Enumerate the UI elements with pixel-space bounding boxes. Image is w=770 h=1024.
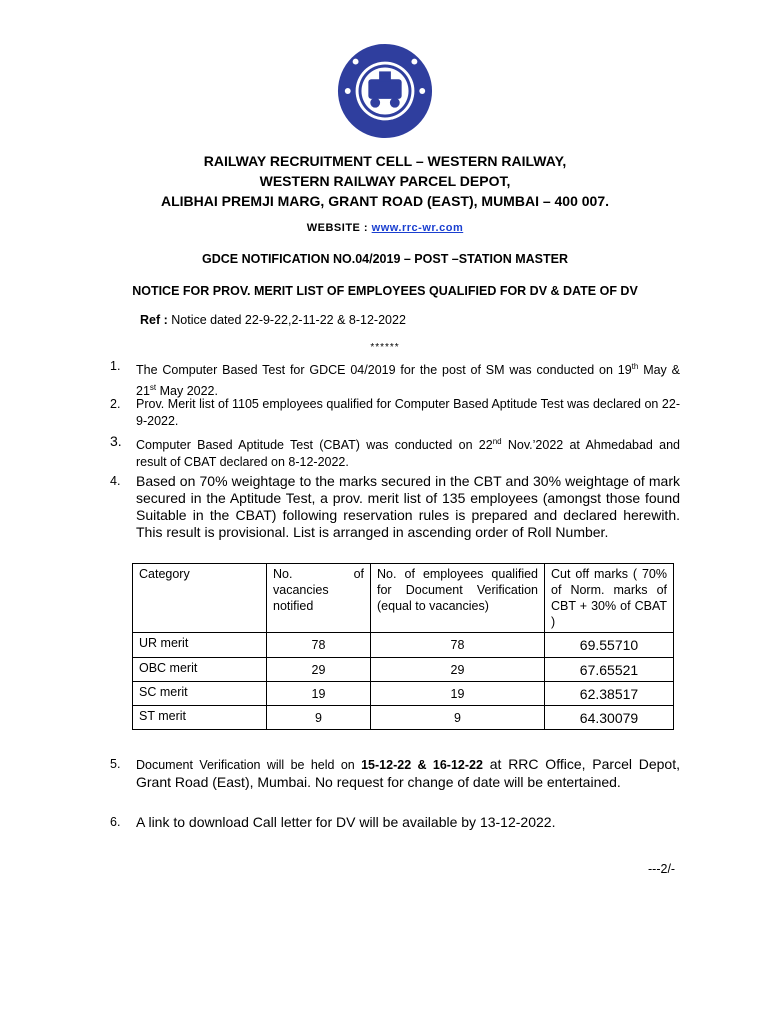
reference-line [140,313,406,327]
cutoff-cell: 62.38517 [545,682,674,706]
category-cell: OBC merit [133,658,267,682]
website-label: WEBSITE : [306,222,372,234]
item-number: 6. [110,815,121,829]
cutoff-cell: 67.65521 [545,658,674,682]
header-cell-qualified: No. of employees qualified for Document Verification (equal to vacancies) [371,564,545,633]
table-row [133,633,674,658]
notification-title: GDCE NOTIFICATION NO.04/2019 – POST –STATION MASTER [201,252,569,266]
table-row [133,706,674,730]
header-line-2: WESTERN RAILWAY PARCEL DEPOT, [259,173,511,189]
header-cell-vacancies: No. of vacancies notified [267,564,371,633]
qualified-cell: 29 [371,658,545,682]
qualified-cell: 19 [371,682,545,706]
header-line-3: ALIBHAI PREMJI MARG, GRANT ROAD (EAST), MUMBAI – 400 007. [160,193,610,209]
page-continuation: ---2/- [648,862,676,876]
merit-table [132,563,674,730]
notice-title: NOTICE FOR PROV. MERIT LIST OF EMPLOYEES QUALIFIED FOR DV & DATE OF DV [132,284,638,298]
header-cell-cutoff: Cut off marks ( 70% of Norm. marks of CBT + 30% of CBAT ) [545,564,674,633]
item-number: 2. [110,397,121,411]
category-cell: UR merit [133,633,267,658]
separator: ****** [370,342,400,353]
item-text: Document Verification will be held on 15-12-22 & 16-12-22 at RRC Office, Parcel Depot, Grant Road (East), Mumbai. No request for change of date will be entertained. [136,756,681,790]
item-text: Prov. Merit list of 1105 employees qualified for Computer Based Aptitude Test was declared on 22-9-2022. [136,397,680,428]
table-row [133,658,674,682]
item-number: 3. [110,433,122,449]
item-number: 1. [110,359,121,373]
category-cell: ST merit [133,706,267,730]
qualified-cell: 78 [371,633,545,658]
table-row [133,682,674,706]
ref-label: Ref : [140,313,168,327]
item-text: The Computer Based Test for GDCE 04/2019 for the post of SM was conducted on 19th May & 21st May 2022. [136,362,680,399]
cutoff-cell: 69.55710 [545,633,674,658]
header-line-1: RAILWAY RECRUITMENT CELL – WESTERN RAILWAY, [203,153,567,169]
item-text: A link to download Call letter for DV will be available by 13-12-2022. [136,814,556,830]
cutoff-cell: 64.30079 [545,706,674,730]
website-link[interactable]: www.rrc-wr.com [371,222,464,234]
table-header-row [133,564,674,633]
vacancies-cell: 78 [267,633,371,658]
item-text: Based on 70% weightage to the marks secured in the CBT and 30% weightage of mark secured in the Aptitude Test, a prov. merit list of 135 employees (amongst those found Suitable in the CBAT) following reservation rules is prepared and declared herewith. This result is provisional. List is arranged in ascending order of Roll Number. [136,473,680,540]
website-line [0,222,770,234]
qualified-cell: 9 [371,706,545,730]
vacancies-cell: 19 [267,682,371,706]
indian-railways-logo [336,42,434,140]
vacancies-cell: 29 [267,658,371,682]
item-text: Computer Based Aptitude Test (CBAT) was conducted on 22nd Nov.’2022 at Ahmedabad and result of CBAT declared on 8-12-2022. [136,437,680,470]
category-cell: SC merit [133,682,267,706]
item-number: 4. [110,474,121,488]
ref-text: Notice dated 22-9-22,2-11-22 & 8-12-2022 [167,313,406,327]
header-cell-category: Category [133,564,267,633]
item-number: 5. [110,757,121,771]
vacancies-cell: 9 [267,706,371,730]
